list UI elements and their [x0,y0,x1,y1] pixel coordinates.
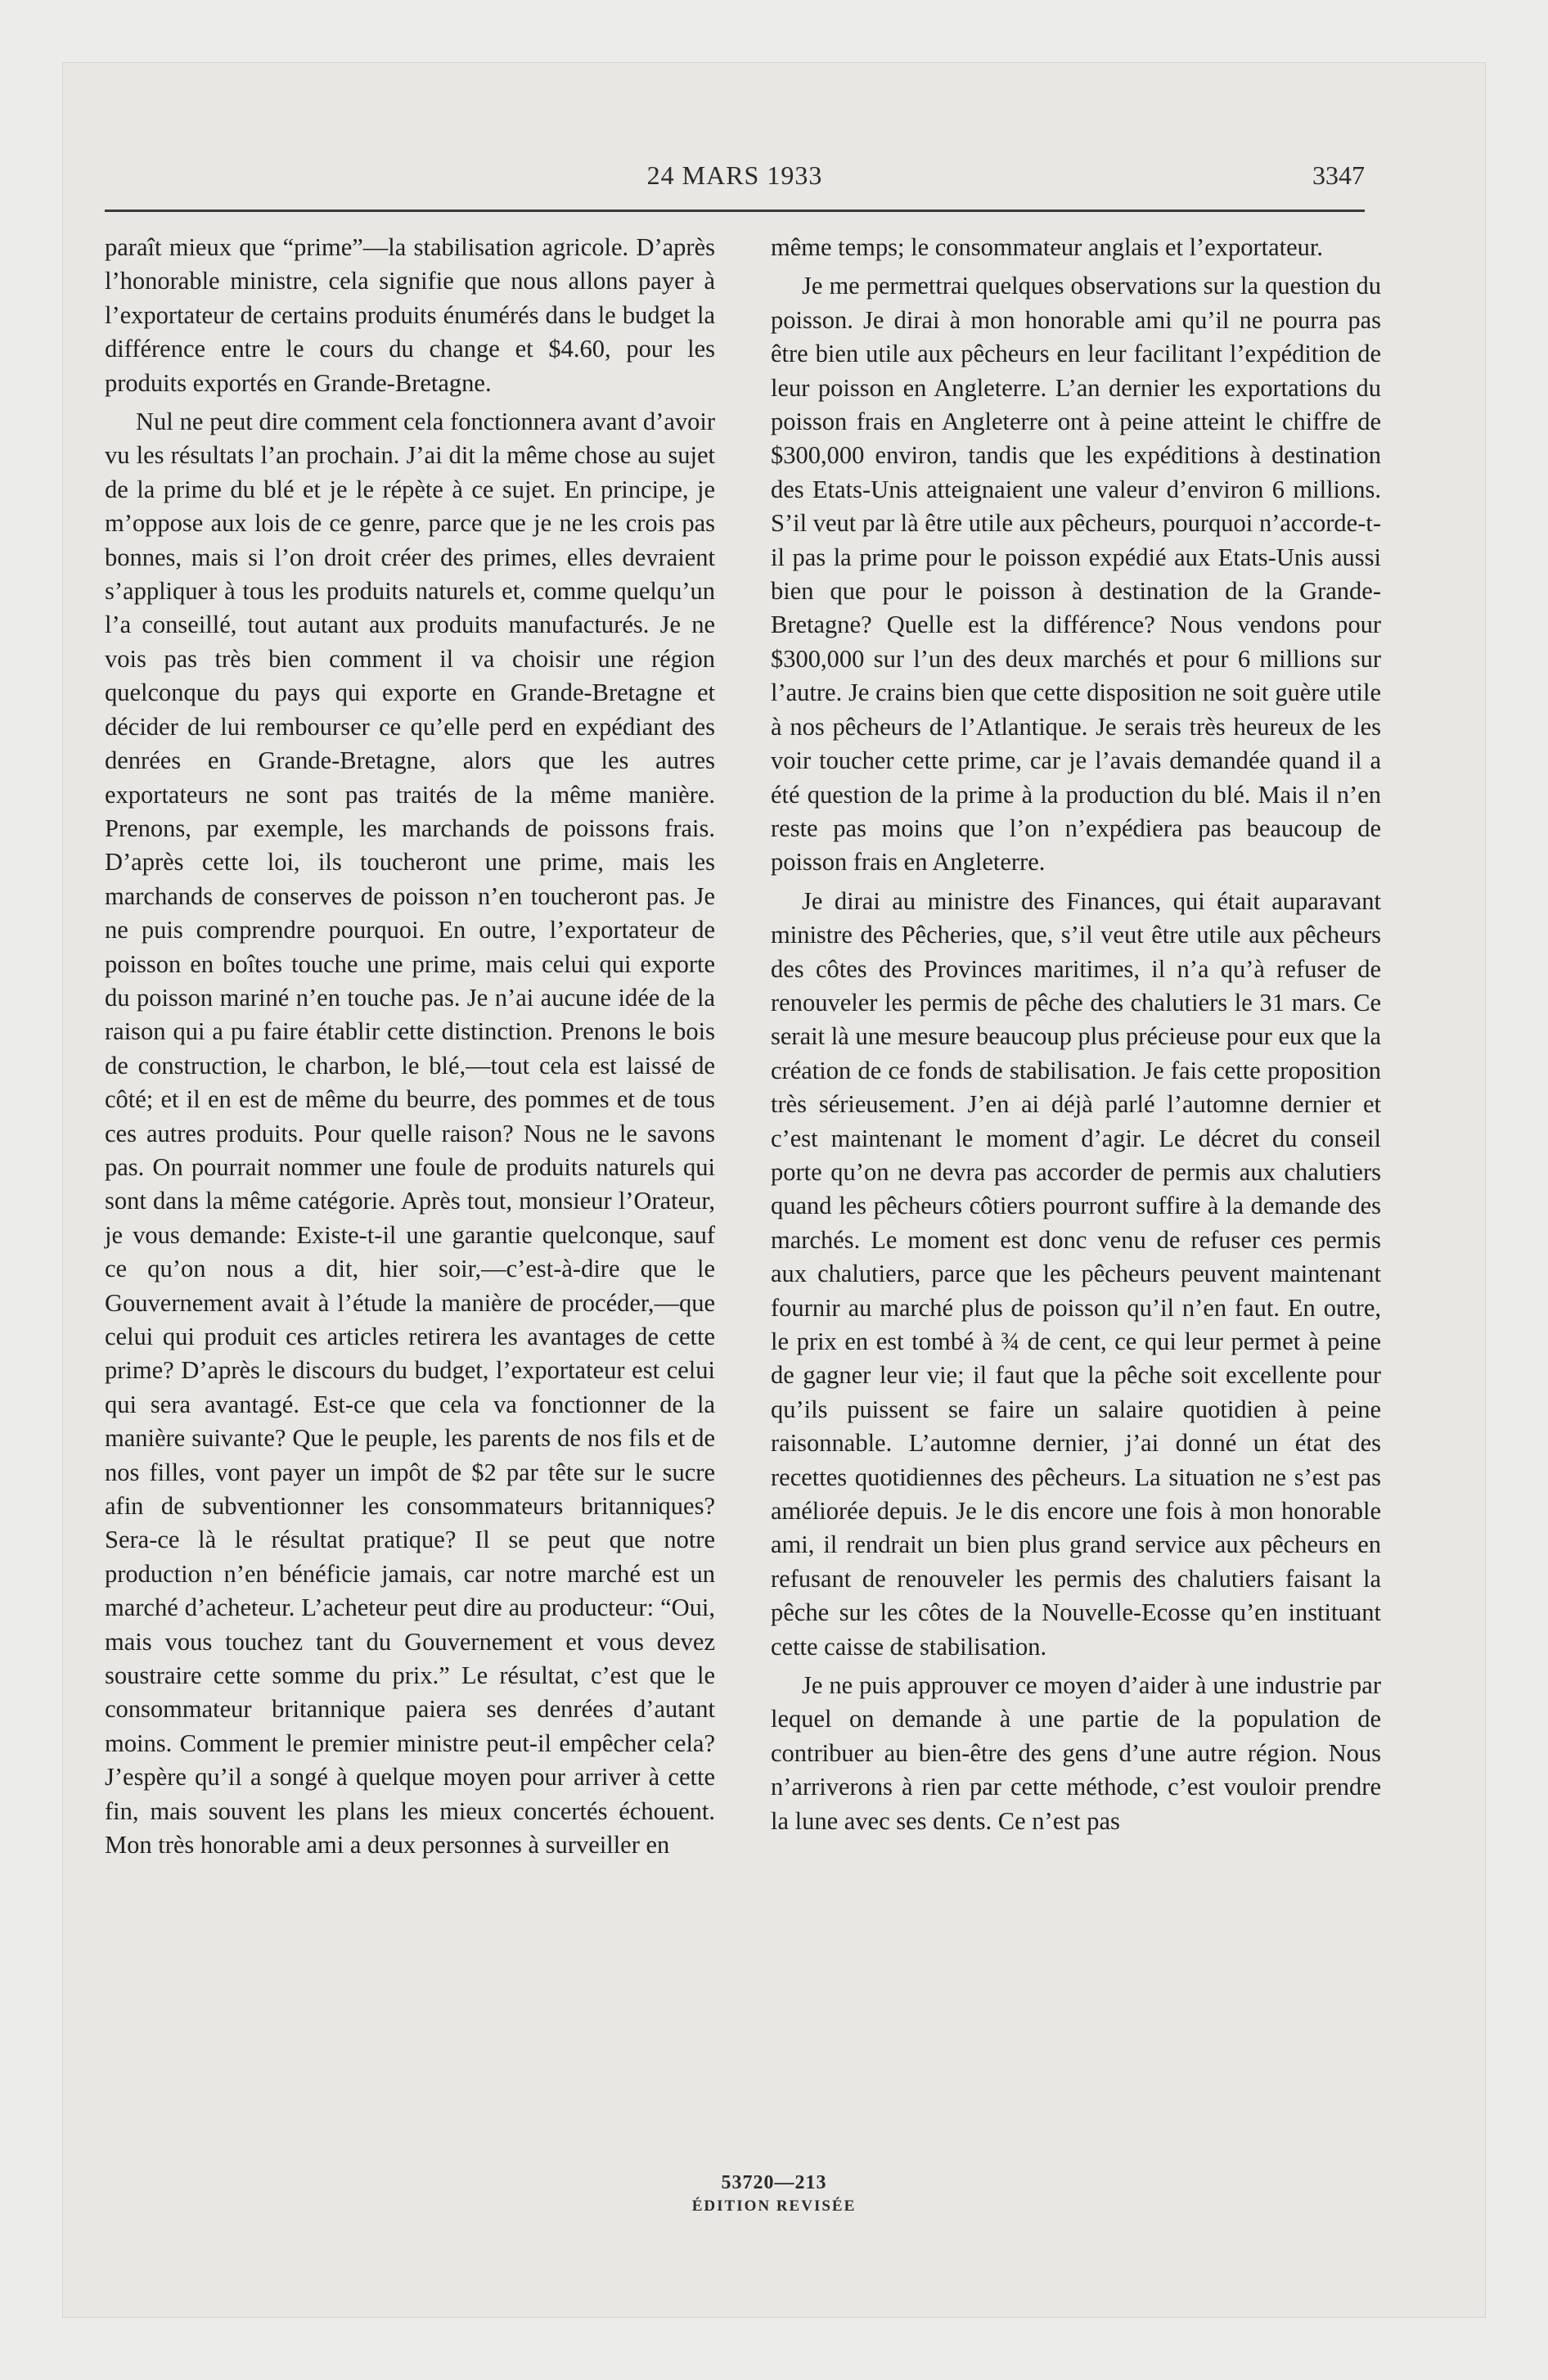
page-number: 3347 [1312,160,1365,190]
header-rule [105,210,1365,212]
document-page [62,62,1486,2318]
paragraph: Je ne puis approuver ce moyen d’aider à une industrie par lequel on demande à une partie de la population de contribuer au bien-être des gens d’une autre région. Nous n’arriverons à rien par cette méthode, c’est vouloir prendre la lune avec ses dents. Ce n’est pas [771,1671,1381,1835]
print-code: 53720—213 [721,2172,827,2193]
left-column [105,231,715,1863]
paragraph: Je dirai au ministre des Finances, qui était auparavant ministre des Pêcheries, que, s’il veut être utile aux pêcheurs des côtes des Provinces maritimes, il n’a qu’à refuser de renouveler les permis de pêche des chalutiers le 31 mars. Ce serait là une mesure beaucoup plus précieuse pour eux que la création de ce fonds de stabilisation. Je fais cette proposition très sérieusement. J’en ai déjà parlé l’automne dernier et c’est maintenant le moment d’agir. Le décret du conseil porte qu’on ne devra pas accorder de permis aux chalutiers quand les pêcheurs côtiers pourront suffire à la demande des marchés. Le moment est donc venu de refuser ces permis aux chalutiers, parce que les pêcheurs peuvent maintenant fournir au marché plus de poisson qu’il n’en faut. En outre, le prix en est tombé à ¾ de cent, ce qui leur permet à peine de gagner leur vie; il faut que la pêche soit excellente pour qu’ils puissent se faire un salaire quotidien à peine raisonnable. L’automne dernier, j’ai donné un état des recettes quotidiennes des pêcheurs. La situation ne s’est pas améliorée depuis. Je le dis encore une fois à mon honorable ami, il rendrait un bien plus grand service aux pêcheurs en refusant de renouveler les permis des chalutiers faisant la pêche sur les côtes de la Nouvelle-Ecosse qu’en instituant cette caisse de stabilisation. [771,886,1381,1661]
paragraph: Nul ne peut dire comment cela fonctionnera avant d’avoir vu les résultats l’an prochain. J’ai dit la même chose au sujet de la prime du blé et je le répète à ce sujet. En principe, je m’oppose aux lois de ce genre, parce que je ne les crois pas bonnes, mais si l’on droit créer des primes, elles devraient s’appliquer à tous les produits naturels et, comme quelqu’un l’a conseillé, tout autant aux produits manufacturés. Je ne vois pas très bien comment il va choisir une région quelconque du pays qui exporte en Grande-Bretagne et décider de lui rembourser ce qu’elle perd en expédiant des denrées en Grande-Bretagne, alors que les autres exportateurs ne sont pas traités de la même manière. Prenons, par exemple, les marchands de poissons frais. D’après cette loi, ils toucheront une prime, mais les marchands de conserves de poisson n’en toucheront pas. Je ne puis comprendre pourquoi. En outre, l’exportateur de poisson en boîtes touche une prime, mais celui qui exporte du poisson mariné n’en touche pas. Je n’ai aucune idée de la raison qui a pu faire établir cette distinction. Prenons le bois de construction, le charbon, le blé,—tout cela est laissé de côté; et il en est de même du beurre, des pommes et de tous ces autres produits. Pour quelle raison? Nous ne le savons pas. On pourrait nommer une foule de produits naturels qui sont dans la même catégorie. Après tout, monsieur l’Orateur, je vous demande: Existe-t-il une garantie quelconque, sauf ce qu’on nous a dit, hier soir,—c’est-à-dire que le Gouvernement avait à l’étude la manière de procéder,—que celui qui produit ces articles retirera les avantages de cette prime? D’après le discours du budget, l’exportateur est celui qui sera avantagé. Est-ce que cela va fonctionner de la manière suivante? Que le peuple, les parents de nos fils et de nos filles, vont payer un impôt de $2 par tête sur le sucre afin de subventionner les consommateurs britanniques? Sera-ce là le résultat pratique? Il se peut que notre production n’en bénéficie jamais, car notre marché est un marché d’acheteur. L’acheteur peut dire au producteur: “Oui, mais vous touchez tant du Gouvernement et vous devez soustraire cette somme du prix.” Le résultat, c’est que le consommateur britannique paiera ses denrées d’autant moins. Comment le premier ministre peut-il empêcher cela? J’espère qu’il a songé à quelque moyen pour arriver à cette fin, mais souvent les plans les mieux concertés échouent. Mon très honorable ami a deux personnes à surveiller en [105,408,715,1859]
page-header [105,160,1365,200]
page-footer [62,2172,1486,2215]
paragraph: Je me permettrai quelques observations sur la question du poisson. Je dirai à mon honorable ami qu’il ne pourra pas être bien utile aux pêcheurs en leur facilitant l’expédition de leur poisson en Angleterre. L’an dernier les exportations du poisson frais en Angleterre ont à peine atteint le chiffre de $300,000 environ, tandis que les expéditions à destination des Etats-Unis atteignaient une valeur d’environ 6 millions. S’il veut par là être utile aux pêcheurs, pourquoi n’accorde-t-il pas la prime pour le poisson expédié aux Etats-Unis aussi bien que pour le poisson à destination de la Grande-Bretagne? Quelle est la différence? Nous vendons pour $300,000 sur l’un des deux marchés et pour 6 millions sur l’autre. Je crains bien que cette disposition ne soit guère utile à nos pêcheurs de l’Atlantique. Je serais très heureux de les voir toucher cette prime, car je l’avais demandée quand il a été question de la prime à la production du blé. Mais il n’en reste pas moins que l’on n’expédiera pas beaucoup de poisson frais en Angleterre. [771,272,1381,877]
edition-label: ÉDITION REVISÉE [691,2197,857,2215]
paragraph: paraît mieux que “prime”—la stabilisation agricole. D’après l’honorable ministre, cela signifie que nous allons payer à l’exportateur de certains produits énumérés dans le budget la différence entre le cours du change et $4.60, pour les produits exportés en Grande-Bretagne. [105,233,715,397]
paragraph: même temps; le consommateur anglais et l’exportateur. [771,233,1324,261]
right-column [771,231,1381,1838]
header-date: 24 MARS 1933 [646,160,823,190]
